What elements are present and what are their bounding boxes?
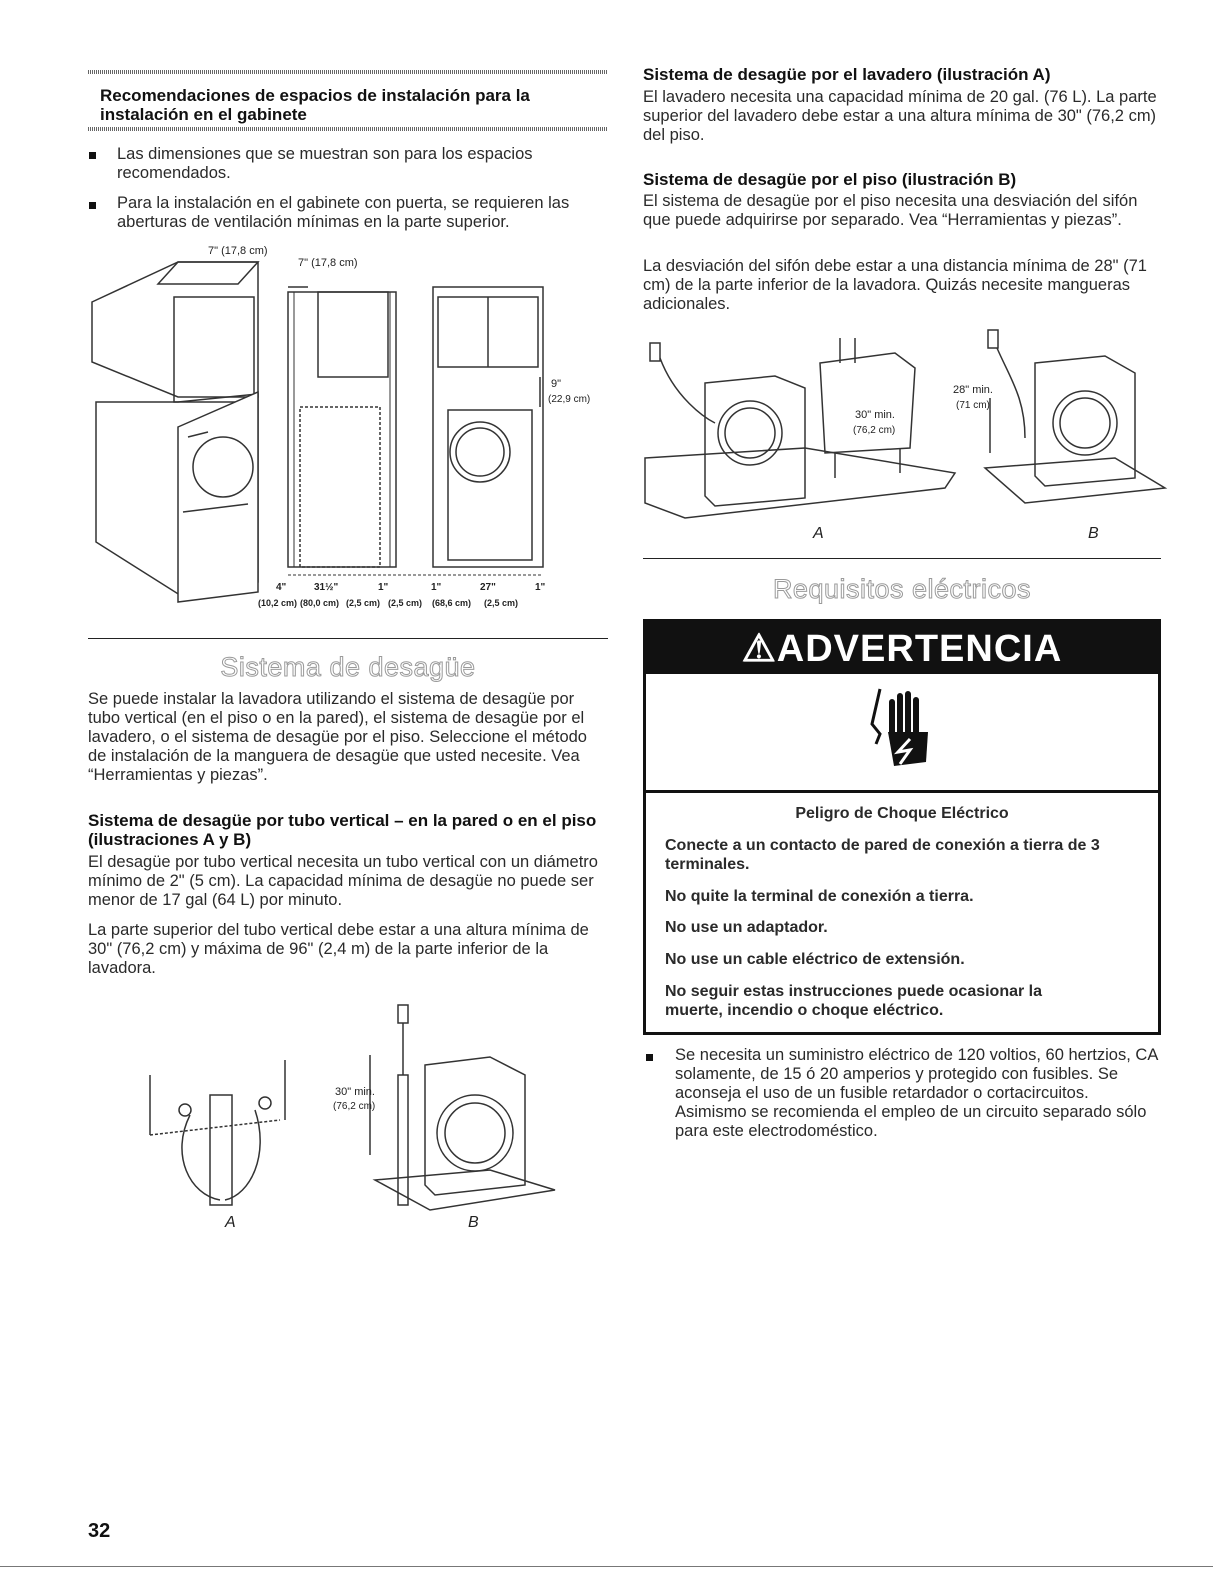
drain-intro-paragraph: Se puede instalar la lavadora utilizando el sistema de desagüe por tubo vertical (en el piso o en la pared), el sistema de desagüe por el lavadero, o el sistema de desagüe por el piso. Seleccione el método de instalación de la manguera de desagüe que usted necesite. Vea “Herramientas y piezas”. [88, 690, 587, 784]
standpipe-paragraph-2: La parte superior del tubo vertical debe estar a una altura mínima de 30" (76,2 cm) y máxima de 96" (2,4 m) de la parte inferior de la lavadora. [88, 921, 589, 977]
warning-triangle-icon: ⚠ [741, 628, 777, 670]
standpipe-heading: Sistema de desagüe por tubo vertical – en la pared o en el piso (ilustraciones A y B) [88, 811, 597, 849]
cabinet-clearance-illustration [88, 242, 608, 614]
page-number: 32 [88, 1520, 111, 1542]
warning-line: No use un adaptador. [665, 919, 828, 936]
hazard-title: Peligro de Choque Eléctrico [795, 805, 1009, 822]
drain-section-title: Sistema de desagüe [220, 652, 476, 682]
bullet-text: Para la instalación en el gabinete con puerta, se requieren las aberturas de ventilación mínimas en la parte superior. [117, 194, 570, 231]
cabinet-label-top-left: 7" (17,8 cm) [208, 245, 268, 257]
tub-min-cm: (76,2 cm) [853, 425, 896, 436]
drain-min-in: 28" min. [953, 384, 993, 396]
dim-inch: 31½" [314, 582, 339, 593]
section-rule [643, 558, 1161, 559]
dim-cm: (2,5 cm) [346, 598, 381, 608]
floor-heading: Sistema de desagüe por el piso (ilustración B) [643, 170, 1017, 189]
dim-cm: (10,2 cm) [258, 598, 298, 608]
bullet-text: Las dimensiones que se muestran son para los espacios recomendados. [117, 145, 533, 182]
standpipe-illustration [130, 995, 560, 1235]
figure-label-b: B [468, 1214, 479, 1231]
footer-rule [0, 1566, 1213, 1567]
tub-paragraph: El lavadero necesita una capacidad mínima de 20 gal. (76 L). La parte superior del lavadero debe estar a una altura mínima de 30" (76,2 cm) del piso. [643, 88, 1157, 144]
electrical-section-title: Requisitos eléctricos [772, 574, 1032, 604]
electrical-requirements-text: Se necesita un suministro eléctrico de 120 voltios, 60 hertzios, CA solamente, de 15 ó 20 amperios y protegido con fusibles. Se aconseja el uso de un fusible retardador o cortacircuitos. Asimismo se recomienda el empleo de un circuito separado sólo para este electrodoméstico. [675, 1046, 1158, 1140]
cabinet-label-side-cm: (22,9 cm) [548, 394, 591, 405]
dim-inch: 27" [480, 582, 496, 593]
tub-heading: Sistema de desagüe por el lavadero (ilustración A) [643, 65, 1051, 84]
warning-line: Conecte a un contacto de pared de conexión a tierra de 3 terminales. [665, 837, 1100, 873]
section-rule [88, 638, 608, 639]
warning-banner [646, 622, 1158, 674]
heading-rule-bottom [88, 127, 608, 131]
bullet-marker [89, 202, 96, 209]
dim-cm: (68,6 cm) [432, 598, 472, 608]
electric-shock-hand-icon [870, 684, 940, 774]
standpipe-paragraph-1: El desagüe por tubo vertical necesita un tubo vertical con un diámetro mínimo de 2" (5 cm). La capacidad mínima de desagüe no puede ser menor de 17 gal (64 L) por minuto. [88, 853, 598, 909]
warning-banner-label: ADVERTENCIA [776, 628, 1063, 670]
dim-inch: 4" [276, 582, 287, 593]
bullet-marker [646, 1054, 653, 1061]
cabinet-label-top-mid: 7" (17,8 cm) [298, 257, 358, 269]
heading-rule-top [88, 70, 608, 74]
standpipe-min-in: 30" min. [335, 1086, 375, 1098]
dim-cm: (80,0 cm) [300, 598, 340, 608]
dim-inch: 1" [378, 582, 389, 593]
cabinet-label-side-in: 9" [551, 378, 562, 390]
floor-paragraph-1: El sistema de desagüe por el piso necesita una desviación del sifón que puede adquirirse por separado. Vea “Herramientas y piezas”. [643, 192, 1138, 229]
cabinet-heading: Recomendaciones de espacios de instalación para la instalación en el gabinete [100, 86, 530, 124]
dim-inch: 1" [535, 582, 546, 593]
dim-inch: 1" [431, 582, 442, 593]
figure-label-b: B [1088, 525, 1099, 542]
warning-line: No use un cable eléctrico de extensión. [665, 951, 965, 968]
warning-line: No seguir estas instrucciones puede ocasionar la muerte, incendio o choque eléctrico. [665, 983, 1043, 1019]
warning-line: No quite la terminal de conexión a tierra. [665, 888, 974, 905]
bullet-marker [89, 152, 96, 159]
standpipe-min-cm: (76,2 cm) [333, 1101, 376, 1112]
drain-min-cm: (71 cm) [956, 400, 990, 411]
dim-cm: (2,5 cm) [484, 598, 519, 608]
dim-cm: (2,5 cm) [388, 598, 423, 608]
tub-floor-drain-illustration [645, 328, 1165, 543]
tub-min-in: 30" min. [855, 409, 895, 421]
figure-label-a: A [225, 1214, 236, 1231]
figure-label-a: A [813, 525, 824, 542]
floor-paragraph-2: La desviación del sifón debe estar a una distancia mínima de 28" (71 cm) de la parte inferior de la lavadora. Quizás necesite mangueras adicionales. [643, 257, 1147, 313]
